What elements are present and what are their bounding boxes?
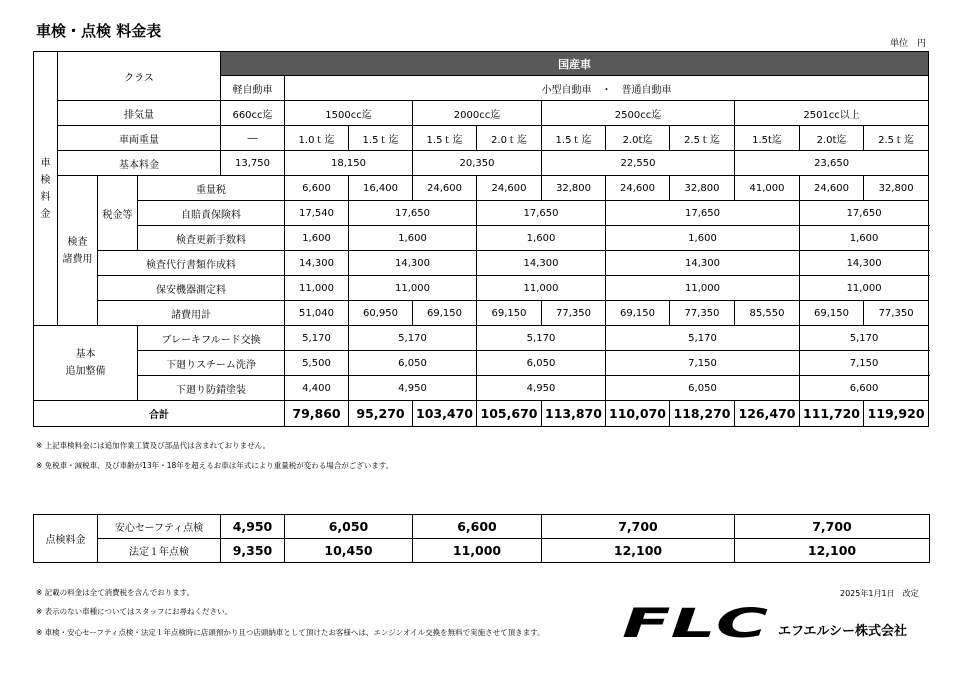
inspection-cost-label: 検査 諸費用: [58, 176, 98, 326]
basic-maintenance-label: 基本 追加整備: [34, 326, 138, 401]
displacement-cell: 1500cc迄: [285, 101, 413, 126]
weight-cell: 1.5ｔ迄: [542, 126, 606, 151]
total-cell: 79,860: [285, 401, 349, 427]
value-cell: 77,350: [542, 301, 606, 326]
value-cell: 5,170: [477, 326, 606, 351]
value-cell: 11,000: [349, 276, 477, 301]
value-cell: 4,400: [285, 376, 349, 401]
weight-cell: 2.0t迄: [800, 126, 864, 151]
domestic-header: 国産車: [221, 52, 929, 76]
value-cell: 7,150: [800, 351, 929, 376]
note-text: ※ 表示のない車種についてはスタッフにお尋ねください。: [36, 607, 233, 616]
weight-cell: 2.0ｔ迄: [477, 126, 542, 151]
total-cell: 95,270: [349, 401, 413, 427]
value-cell: 69,150: [606, 301, 670, 326]
value-cell: 16,400: [349, 176, 413, 201]
displacement-cell: 2501cc以上: [735, 101, 929, 126]
class-label: クラス: [58, 52, 221, 101]
value-cell: 6,050: [477, 351, 606, 376]
value-cell: 6,600: [285, 176, 349, 201]
weight-cell: 2.0t迄: [606, 126, 670, 151]
value-cell: 77,350: [864, 301, 929, 326]
value-cell: 5,170: [606, 326, 800, 351]
value-cell: 6,050: [606, 376, 800, 401]
weight-cell: 1.0ｔ迄: [285, 126, 349, 151]
value-cell: 1,600: [800, 226, 929, 251]
company-name: エフエルシー株式会社: [778, 624, 908, 639]
value-cell: 4,950: [349, 376, 477, 401]
small-normal-label: 小型自動車 ・ 普通自動車: [285, 76, 929, 101]
value-cell: 5,500: [285, 351, 349, 376]
value-cell: 23,650: [735, 151, 929, 176]
value-cell: 14,300: [606, 251, 800, 276]
total-label: 合計: [34, 401, 285, 427]
value-cell: 17,650: [477, 201, 606, 226]
value-cell: 1,600: [606, 226, 800, 251]
inspection-price-table: [33, 514, 930, 563]
value-cell: 4,950: [221, 515, 285, 539]
value-cell: 24,600: [477, 176, 542, 201]
weight-cell: ―: [221, 126, 285, 151]
total-cell: 103,470: [413, 401, 477, 427]
value-cell: 85,550: [735, 301, 800, 326]
value-cell: 10,450: [285, 539, 413, 563]
total-cell: 110,070: [606, 401, 670, 427]
value-cell: 41,000: [735, 176, 800, 201]
value-cell: 17,540: [285, 201, 349, 226]
value-cell: 18,150: [285, 151, 413, 176]
note-text: ※ 免税車・減税車、及び車齢が13年・18年を超えるお車は年式により重量税が変わる場合がございます。: [36, 461, 394, 470]
row-label: 保安機器測定料: [98, 276, 285, 301]
weight-cell: 1.5ｔ迄: [349, 126, 413, 151]
row-label: 検査更新手数料: [138, 226, 285, 251]
value-cell: 7,700: [542, 515, 735, 539]
row-label: 検査代行書類作成料: [98, 251, 285, 276]
logo-text: FLC: [622, 604, 768, 640]
revision-date: 2025年1月1日 改定: [840, 589, 919, 598]
flc-logo: [620, 604, 770, 640]
value-cell: 5,170: [285, 326, 349, 351]
value-cell: 51,040: [285, 301, 349, 326]
value-cell: 22,550: [542, 151, 735, 176]
value-cell: 69,150: [413, 301, 477, 326]
value-cell: 6,050: [285, 515, 413, 539]
value-cell: 69,150: [800, 301, 864, 326]
total-cell: 113,870: [542, 401, 606, 427]
value-cell: 14,300: [800, 251, 929, 276]
value-cell: 11,000: [606, 276, 800, 301]
note-text: ※ 車検・安心セーフティ点検・法定１年点検時に店頭預かり且つ店頭納車として頂けたお客様へは、エンジンオイル交換を無料で実施させて頂きます。: [36, 628, 545, 637]
value-cell: 24,600: [606, 176, 670, 201]
kei-label: 軽自動車: [221, 76, 285, 101]
weight-label: 車両重量: [58, 126, 221, 151]
weight-cell: 2.5ｔ迄: [864, 126, 929, 151]
note-text: ※ 記載の料金は全て消費税を含んでおります。: [36, 588, 195, 597]
shaken-fee-label: 車 検 料 金: [34, 52, 58, 326]
row-label: 下廻りスチーム洗浄: [138, 351, 285, 376]
total-cell: 111,720: [800, 401, 864, 427]
value-cell: 17,650: [606, 201, 800, 226]
value-cell: 9,350: [221, 539, 285, 563]
row-label: 基本料金: [58, 151, 221, 176]
value-cell: 32,800: [670, 176, 735, 201]
row-label: 法定１年点検: [98, 539, 221, 563]
value-cell: 14,300: [349, 251, 477, 276]
value-cell: 5,170: [349, 326, 477, 351]
total-cell: 118,270: [670, 401, 735, 427]
row-label: ブレーキフルード交換: [138, 326, 285, 351]
value-cell: 1,600: [477, 226, 606, 251]
value-cell: 77,350: [670, 301, 735, 326]
value-cell: 32,800: [864, 176, 929, 201]
value-cell: 11,000: [800, 276, 929, 301]
note-text: ※ 上記車検料金には追加作業工賃及び部品代は含まれておりません。: [36, 441, 271, 450]
value-cell: 14,300: [285, 251, 349, 276]
displacement-label: 排気量: [58, 101, 221, 126]
value-cell: 7,700: [735, 515, 930, 539]
value-cell: 5,170: [800, 326, 929, 351]
value-cell: 11,000: [413, 539, 542, 563]
page-title: 車検・点検 料金表: [36, 22, 162, 40]
value-cell: 32,800: [542, 176, 606, 201]
total-cell: 105,670: [477, 401, 542, 427]
weight-cell: 1.5t迄: [735, 126, 800, 151]
value-cell: 7,150: [606, 351, 800, 376]
value-cell: 12,100: [735, 539, 930, 563]
displacement-cell: 2500cc迄: [542, 101, 735, 126]
value-cell: 60,950: [349, 301, 413, 326]
inspection-label: 点検料金: [34, 515, 98, 563]
row-label: 安心セーフティ点検: [98, 515, 221, 539]
weight-cell: 2.5ｔ迄: [670, 126, 735, 151]
value-cell: 1,600: [349, 226, 477, 251]
value-cell: 11,000: [285, 276, 349, 301]
row-label: 自賠責保険料: [138, 201, 285, 226]
unit-label: 単位 円: [890, 39, 927, 49]
value-cell: 24,600: [800, 176, 864, 201]
displacement-cell: 2000cc迄: [413, 101, 542, 126]
value-cell: 1,600: [285, 226, 349, 251]
value-cell: 69,150: [477, 301, 542, 326]
row-label: 諸費用計: [98, 301, 285, 326]
row-label: 下廻り防錆塗装: [138, 376, 285, 401]
total-cell: 119,920: [864, 401, 929, 427]
taxes-label: 税金等: [98, 176, 138, 251]
value-cell: 12,100: [542, 539, 735, 563]
displacement-cell: 660cc迄: [221, 101, 285, 126]
value-cell: 4,950: [477, 376, 606, 401]
shaken-price-table: [33, 51, 929, 427]
weight-cell: 1.5ｔ迄: [413, 126, 477, 151]
value-cell: 11,000: [477, 276, 606, 301]
value-cell: 17,650: [349, 201, 477, 226]
value-cell: 14,300: [477, 251, 606, 276]
value-cell: 6,600: [800, 376, 929, 401]
value-cell: 6,600: [413, 515, 542, 539]
total-cell: 126,470: [735, 401, 800, 427]
value-cell: 13,750: [221, 151, 285, 176]
value-cell: 17,650: [800, 201, 929, 226]
value-cell: 6,050: [349, 351, 477, 376]
row-label: 重量税: [138, 176, 285, 201]
value-cell: 20,350: [413, 151, 542, 176]
value-cell: 24,600: [413, 176, 477, 201]
